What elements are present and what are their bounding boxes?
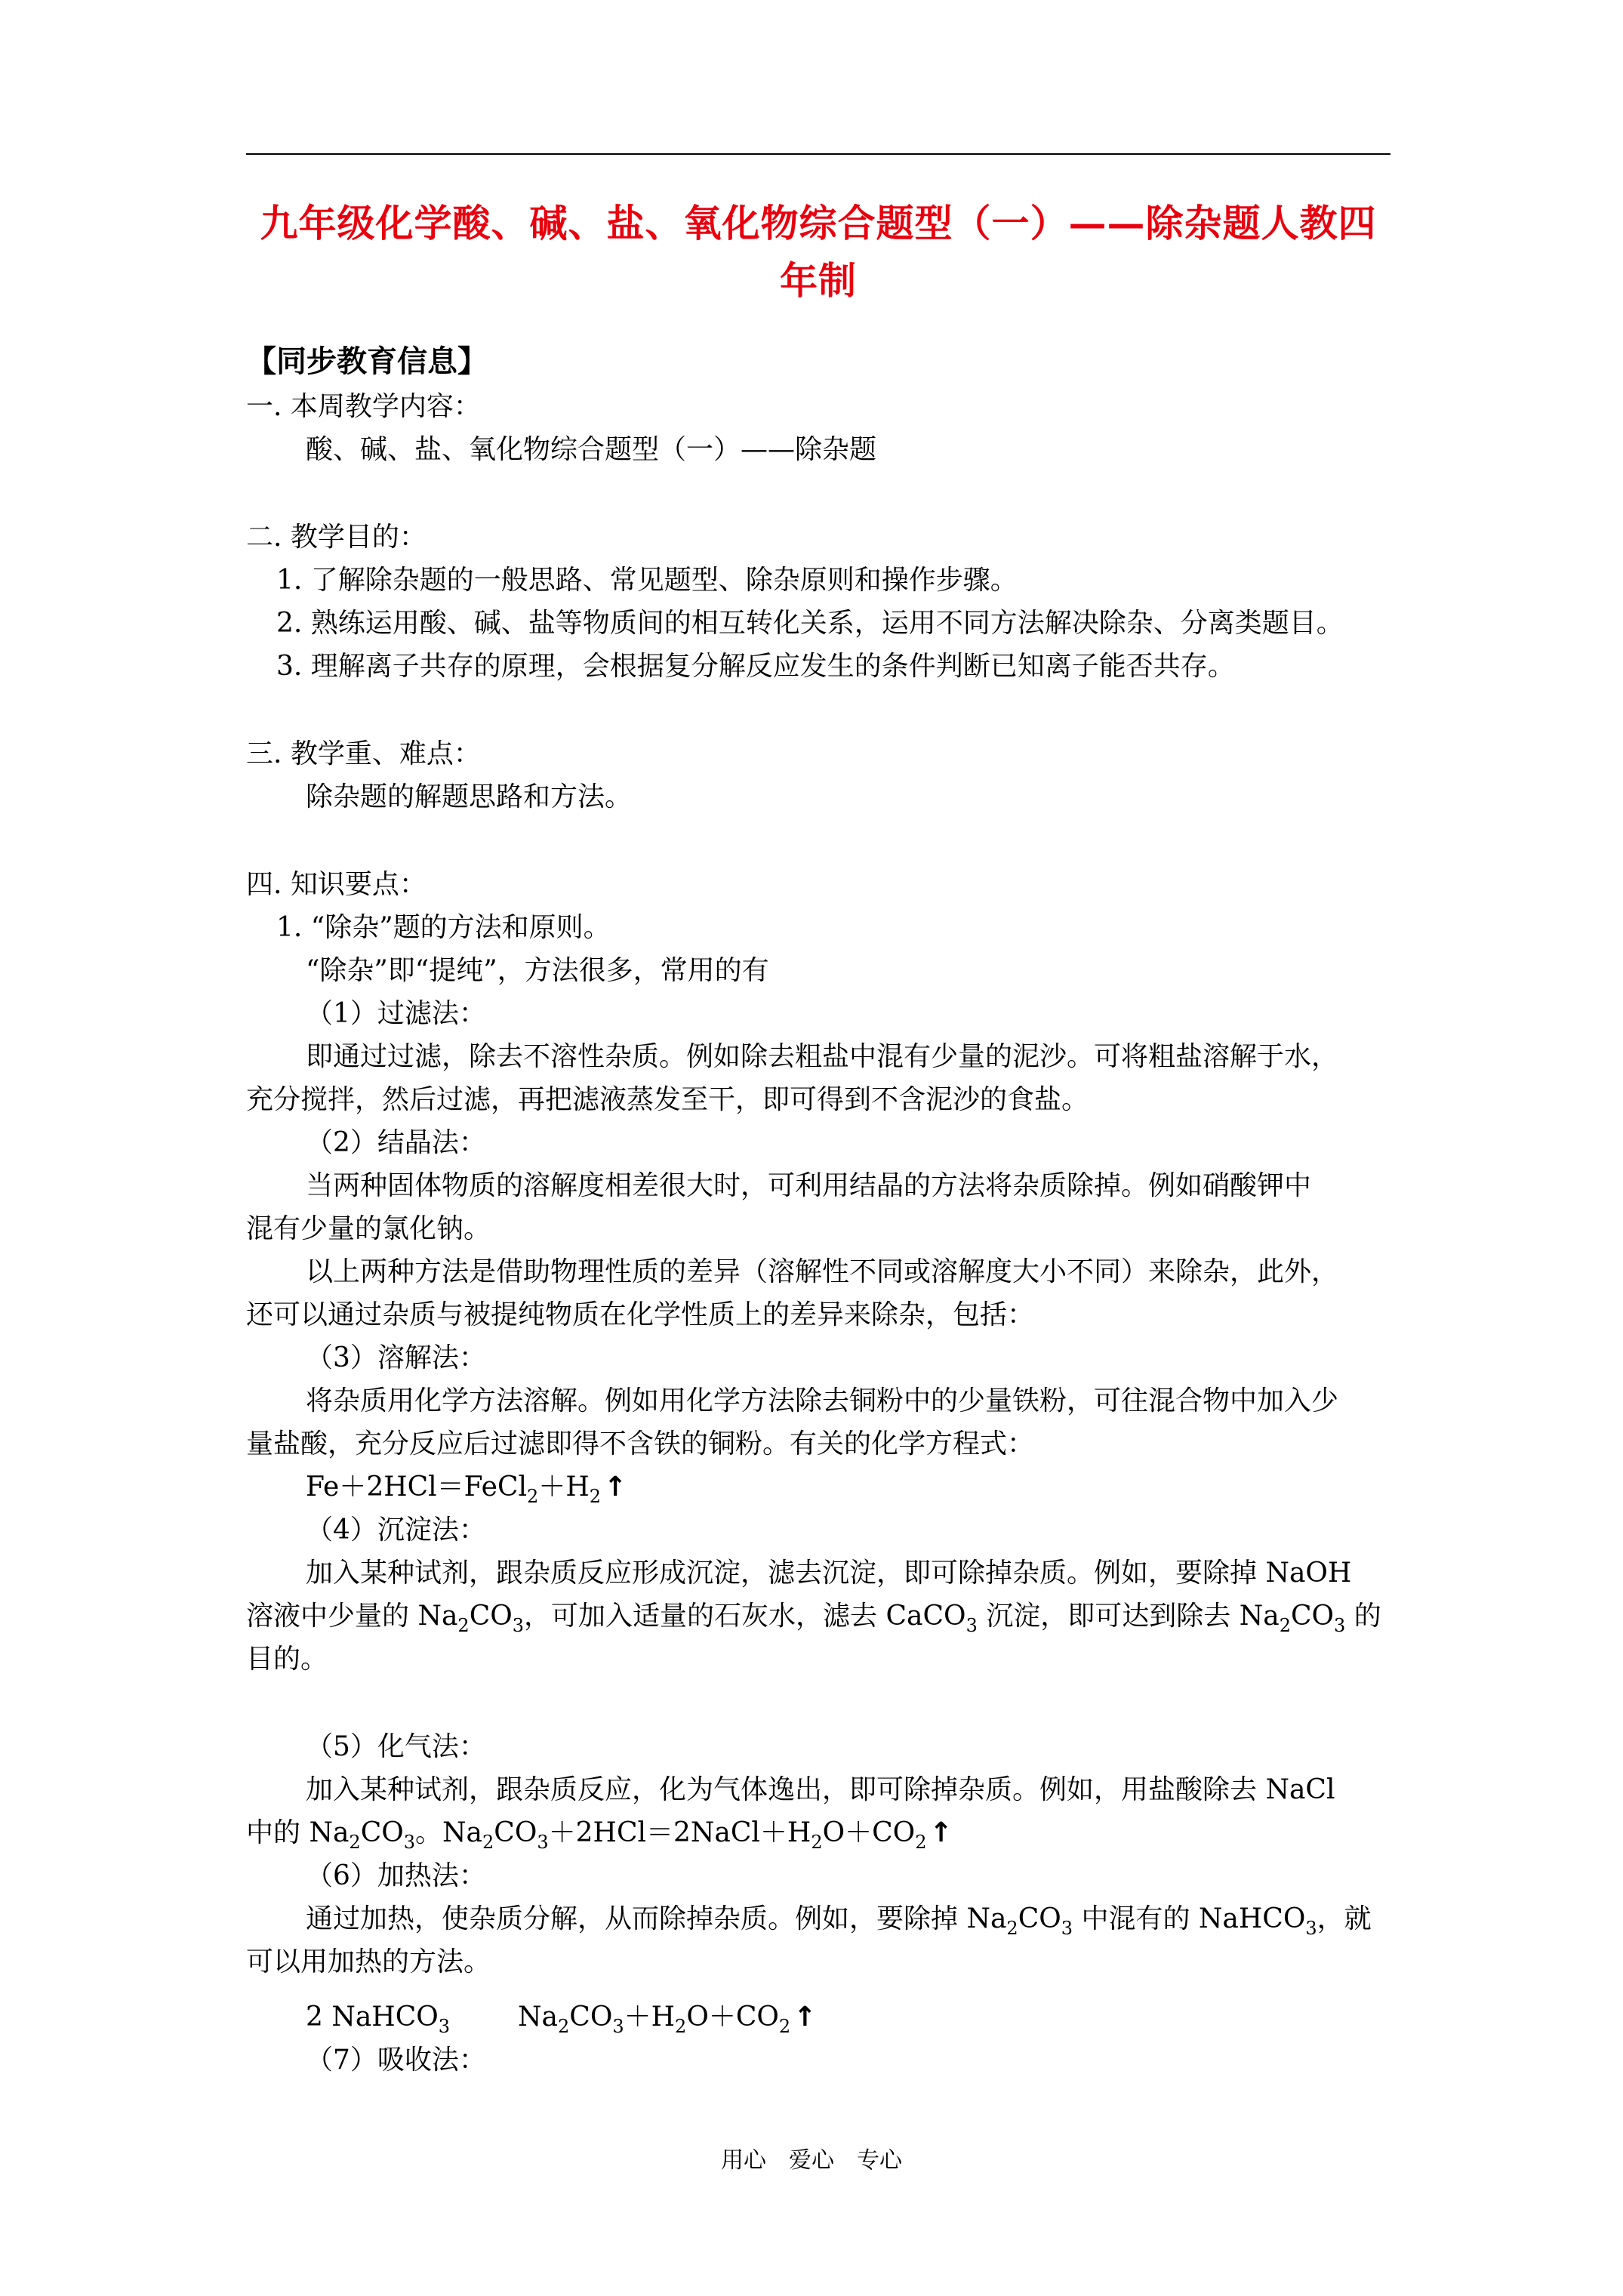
method-1-text-2: 充分搅拌，然后过滤，再把滤液蒸发至干，即可得到不含泥沙的食盐。 [246,1084,1089,1115]
section-4-heading: 四. 知识要点： [246,869,427,900]
objective-1: 1. 了解除杂题的一般思路、常见题型、除杂原则和操作步骤。 [276,565,1018,596]
section-2-heading: 二. 教学目的： [246,522,427,553]
method-4-title: （4）沉淀法： [306,1515,486,1546]
method-2-title: （2）结晶法： [306,1127,486,1158]
method-1-title: （1）过滤法： [306,998,486,1029]
method-4-text-1: 加入某种试剂，跟杂质反应形成沉淀，滤去沉淀，即可除掉杂质。例如，要除掉 NaOH [306,1558,1352,1589]
gas-arrow-icon: ↑ [604,1472,627,1502]
equation-iron-hcl: $Fe+2HCl=FeCl_2+H_2$ ↑ [306,1469,627,1505]
page-footer: 用心 爱心 专心 [721,2147,902,2174]
method-5-title: （5）化气法： [306,1731,486,1762]
method-6-title: （6）加热法： [306,1860,486,1891]
objective-3: 3. 理解离子共存的原理，会根据复分解反应发生的条件判断已知离子能否共存。 [276,651,1235,682]
document-title: 九年级化学酸、碱、盐、氧化物综合题型（一）——除杂题人教四年制 [260,201,1377,303]
method-6-text-2: 可以用加热的方法。 [246,1946,491,1977]
method-1-text-1: 即通过过滤，除去不溶性杂质。例如除去粗盐中混有少量的泥沙。可将粗盐溶解于水， [306,1041,1339,1072]
section-1-heading: 一. 本周教学内容： [246,391,481,422]
section-3-content: 除杂题的解题思路和方法。 [306,781,633,812]
method-7-title: （7）吸收法： [306,2045,486,2076]
method-2-text-3: 以上两种方法是借助物理性质的差异（溶解性不同或溶解度大小不同）来除杂，此外， [306,1256,1339,1287]
header-rule [246,153,1390,155]
section-header: 【同步教育信息】 [246,344,488,379]
methods-intro: “除杂”即“提纯”，方法很多，常用的有 [306,955,769,986]
section-3-heading: 三. 教学重、难点： [246,738,481,769]
method-2-text-4: 还可以通过杂质与被提纯物质在化学性质上的差异来除杂，包括： [246,1299,1035,1330]
method-3-text-2: 量盐酸，充分反应后过滤即得不含铁的铜粉。有关的化学方程式： [246,1428,1035,1459]
method-4-text-2: 溶液中少量的 $Na_2CO_3$，可加入适量的石灰水，滤去 CaCO$_3$ 沉淀，即可达到除去 $Na_2CO_3$ 的 [246,1601,1381,1636]
method-4-text-3: 目的。 [246,1644,328,1675]
section-1-content: 酸、碱、盐、氧化物综合题型（一）——除杂题 [306,434,877,465]
method-5-text-1: 加入某种试剂，跟杂质反应，化为气体逸出，即可除掉杂质。例如，用盐酸除去 NaCl [306,1774,1335,1805]
method-2-text-1: 当两种固体物质的溶解度相差很大时，可利用结晶的方法将杂质除掉。例如硝酸钾中 [306,1170,1312,1201]
objective-2: 2. 熟练运用酸、碱、盐等物质间的相互转化关系，运用不同方法解决除杂、分离类题目。 [276,608,1344,639]
method-3-text-1: 将杂质用化学方法溶解。例如用化学方法除去铜粉中的少量铁粉，可往混合物中加入少 [306,1385,1339,1416]
method-6-text-1: 通过加热，使杂质分解，从而除掉杂质。例如，要除掉 $Na_2CO_3$ 中混有的 NaHCO$_3$，就 [306,1903,1372,1939]
method-2-text-2: 混有少量的氯化钠。 [246,1213,491,1244]
method-3-title: （3）溶解法： [306,1342,486,1373]
knowledge-item-1: 1. “除杂”题的方法和原则。 [276,912,611,943]
gas-arrow-icon: ↑ [793,2002,817,2032]
equation-nahco3-decomposition: 2 NaHCO$_3$ $Na_2CO_3+H_2O+CO_2$ ↑ [306,1999,816,2036]
method-5-text-2: 中的 $Na_2CO_3$。$Na_2CO_3+2HCl=2NaCl+H_2O+CO_2$ ↑ [246,1815,953,1851]
gas-arrow-icon: ↑ [929,1817,953,1848]
